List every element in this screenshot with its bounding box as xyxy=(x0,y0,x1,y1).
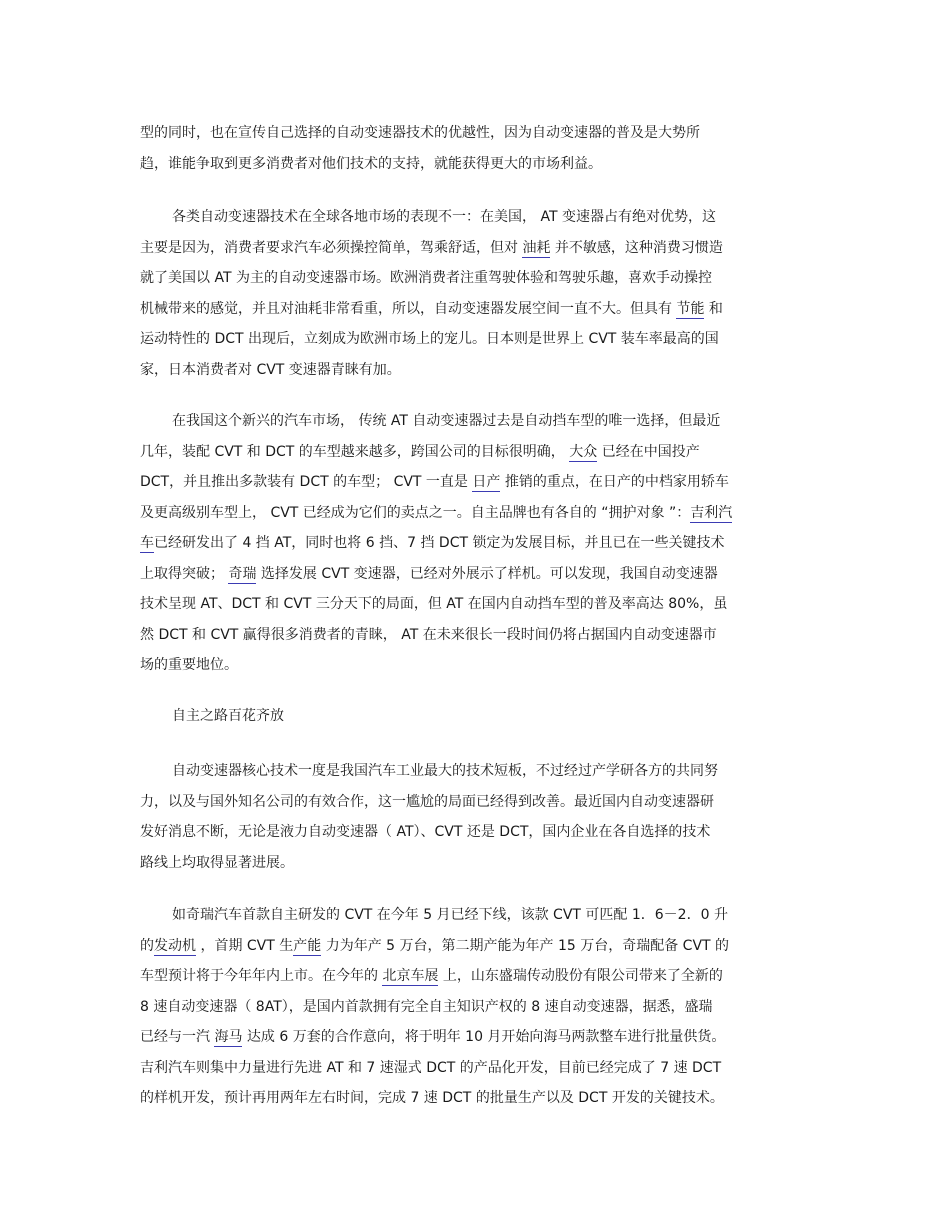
keyword-link-fuel-consumption[interactable]: 油耗 xyxy=(522,239,551,256)
paragraph-2 xyxy=(140,202,820,385)
text-line: 机械带来的感觉，并且对油耗非常看重，所以，自动变速器发展空间一直不大。但具有 节能 和 xyxy=(140,300,723,317)
keyword-link-beijing-auto-show[interactable]: 北京车展 xyxy=(382,968,439,984)
text-line: 技术呈现 AT、DCT 和 CVT 三分天下的局面，但 AT 在国内自动挡车型的普及率高达 80%，虽 xyxy=(140,596,728,612)
text-line: 车已经研发出了 4 挡 AT，同时也将 6 挡、7 挡 DCT 锁定为发展目标，并且已在一些关键技术 xyxy=(140,535,725,551)
keyword-link-geely[interactable]: 吉利汽 xyxy=(690,504,733,521)
text-line: 如奇瑞汽车首款自主研发的 CVT 在今年 5 月已经下线，该款 CVT 可匹配 1．6－2．0 升 xyxy=(172,907,728,923)
text-line: 各类自动变速器技术在全球各地市场的表现不一：在美国， AT 变速器占有绝对优势，这 xyxy=(172,209,716,225)
keyword-link-energy-saving[interactable]: 节能 xyxy=(676,300,705,317)
text-line: 家，日本消费者对 CVT 变速器青睐有加。 xyxy=(140,361,401,378)
text-line: 及更高级别车型上， CVT 已经成为它们的卖点之一。自主品牌也有各自的 “拥护对象 ”：吉利汽 xyxy=(140,504,733,521)
text-line: 几年，装配 CVT 和 DCT 的车型越来越多，跨国公司的目标很明确， 大众 已经在中国投产 xyxy=(140,443,700,460)
text-line: 力，以及与国外知名公司的有效合作，这一尴尬的局面已经得到改善。最近国内自动变速器研 xyxy=(140,793,714,810)
paragraph-1 xyxy=(140,118,820,179)
paragraph-5 xyxy=(140,900,820,1114)
paragraph-3 xyxy=(140,406,820,681)
keyword-link-haima[interactable]: 海马 xyxy=(214,1029,243,1045)
text-line: 趋，谁能争取到更多消费者对他们技术的支持，就能获得更大的市场利益。 xyxy=(140,155,602,172)
section-heading: 自主之路百花齐放 xyxy=(172,708,284,724)
text-line: 自动变速器核心技术一度是我国汽车工业最大的技术短板，不过经过产学研各方的共同努 xyxy=(172,763,718,779)
keyword-link-nissan[interactable]: 日产 xyxy=(472,474,501,490)
text-line: 已经与一汽 海马 达成 6 万套的合作意向，将于明年 10 月开始向海马两款整车进行批量供货。 xyxy=(140,1029,726,1045)
text-line: 吉利汽车则集中力量进行先进 AT 和 7 速湿式 DCT 的产品化开发，目前已经完成了 7 速 DCT xyxy=(140,1059,722,1076)
text-line: 在我国这个新兴的汽车市场， 传统 AT 自动变速器过去是自动挡车型的唯一选择，但最近 xyxy=(172,413,721,429)
keyword-link-chery[interactable]: 奇瑞 xyxy=(228,565,257,582)
keyword-link-geely-cont[interactable]: 车 xyxy=(140,535,154,551)
text-line: 场的重要地位。 xyxy=(140,657,238,673)
text-line: 主要是因为，消费者要求汽车必须操控简单，驾乘舒适，但对 油耗 并不敏感，这种消费习惯造 xyxy=(140,239,723,256)
keyword-link-volkswagen[interactable]: 大众 xyxy=(569,443,598,460)
text-line: 上取得突破； 奇瑞 选择发展 CVT 变速器，已经对外展示了样机。可以发现，我国自动变速器 xyxy=(140,565,718,582)
text-line: 车型预计将于今年年内上市。在今年的 北京车展 上，山东盛瑞传动股份有限公司带来了全新的 xyxy=(140,968,723,984)
text-line: 的样机开发，预计再用两年左右时间，完成 7 速 DCT 的批量生产以及 DCT 开发的关键技术。 xyxy=(140,1090,724,1106)
text-line: 运动特性的 DCT 出现后，立刻成为欧洲市场上的宠儿。日本则是世界上 CVT 装车率最高的国 xyxy=(140,331,719,347)
keyword-link-engine[interactable]: 发动机 xyxy=(154,937,196,954)
keyword-link-capacity[interactable]: 产能 xyxy=(293,937,322,954)
text-line: 发好消息不断，无论是液力自动变速器（ AT）、CVT 还是 DCT，国内企业在各自选择的技术 xyxy=(140,824,711,840)
text-line: 型的同时，也在宣传自己选择的自动变速器技术的优越性，因为自动变速器的普及是大势所 xyxy=(140,125,700,141)
text-line: 然 DCT 和 CVT 赢得很多消费者的青睐， AT 在未来很长一段时间仍将占据国内自动变速器市 xyxy=(140,626,717,643)
text-line: DCT，并且推出多款装有 DCT 的车型； CVT 一直是 日产 推销的重点，在日产的中档家用轿车 xyxy=(140,474,729,490)
text-line: 就了美国以 AT 为主的自动变速器市场。欧洲消费者注重驾驶体验和驾驶乐趣，喜欢手动操控 xyxy=(140,270,712,286)
paragraph-4 xyxy=(140,756,820,878)
text-line: 路线上均取得显著进展。 xyxy=(140,854,294,871)
text-line: 8 速自动变速器（ 8AT），是国内首款拥有完全自主知识产权的 8 速自动变速器，据悉，盛瑞 xyxy=(140,998,713,1015)
text-line: 的发动机 ，首期 CVT 生产能 力为年产 5 万台，第二期产能为年产 15 万台，奇瑞配备 CVT 的 xyxy=(140,937,730,954)
